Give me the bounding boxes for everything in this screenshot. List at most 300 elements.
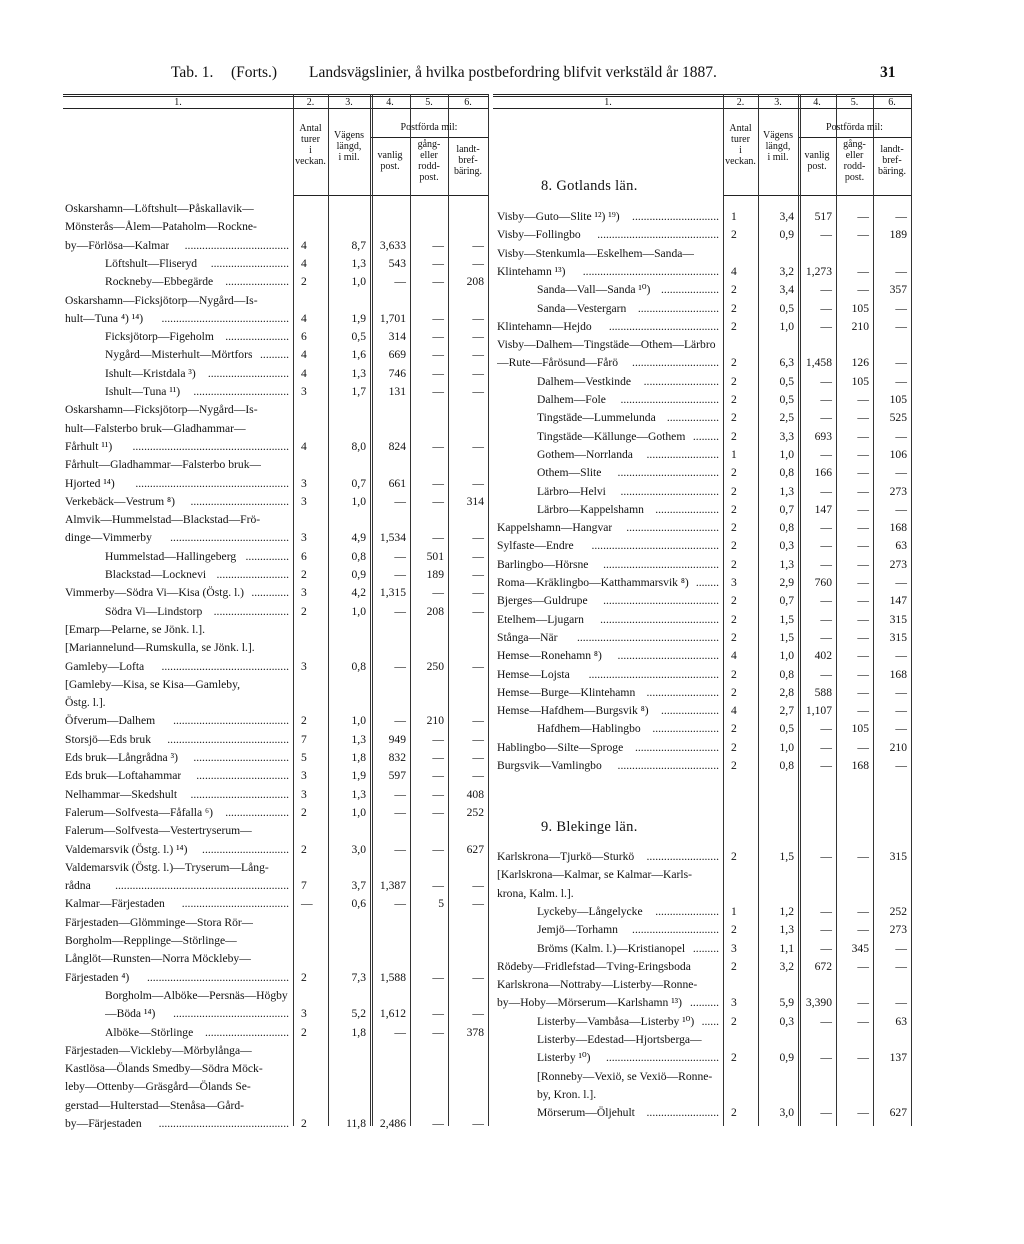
vanlig-post-value: 517 bbox=[814, 210, 832, 223]
table-row bbox=[0, 501, 1024, 519]
landtbref-value: 315 bbox=[889, 850, 907, 863]
landtbref-value: 105 bbox=[889, 393, 907, 406]
turer-value: 2 bbox=[731, 740, 737, 754]
vanlig-post-value: — bbox=[820, 447, 832, 461]
route-name: Kappelshamn—Hangvar bbox=[497, 521, 613, 535]
turer-value: 2 bbox=[731, 356, 737, 370]
column-number: 4. bbox=[813, 97, 821, 108]
gang-post-value: — bbox=[857, 667, 869, 681]
langd-value: 0,5 bbox=[779, 301, 794, 315]
route-name: Karlskrona—Tjurkö—Sturkö bbox=[497, 850, 635, 863]
route-name: Klintehamn ¹³) bbox=[497, 264, 566, 278]
route-name: Tingstäde—Källunge—Gothem bbox=[537, 429, 686, 443]
turer-value: 2 bbox=[731, 630, 737, 644]
gang-post-value: — bbox=[857, 576, 869, 589]
gang-post-value: 345 bbox=[851, 941, 869, 955]
dot-leader: ......... bbox=[692, 429, 719, 443]
gang-post-value: — bbox=[857, 484, 869, 498]
landtbref-value: — bbox=[472, 879, 484, 893]
gang-post-value: 5 bbox=[438, 897, 444, 911]
gang-post-value: — bbox=[432, 439, 444, 453]
header-postforda-mil: Postförda mil: bbox=[826, 122, 883, 133]
vanlig-post-value: — bbox=[394, 805, 406, 819]
route-name: Storsjö—Eds bruk bbox=[65, 732, 151, 746]
table-row bbox=[0, 822, 1024, 840]
column-number: 3. bbox=[774, 97, 782, 108]
dot-leader: ............................................................ bbox=[115, 879, 289, 893]
route-name: Rödeby—Fridlefstad—Tving-Eringsboda bbox=[497, 959, 691, 973]
gang-post-value: 210 bbox=[426, 714, 444, 728]
vanlig-post-value: — bbox=[820, 484, 832, 498]
turer-value: — bbox=[301, 897, 313, 911]
route-name: Burgsvik—Vamlingbo bbox=[497, 759, 602, 772]
gang-post-value: — bbox=[432, 494, 444, 508]
turer-value: 3 bbox=[301, 531, 307, 545]
dot-leader: .............................. bbox=[632, 210, 719, 223]
dot-leader: .......................................... bbox=[597, 228, 719, 242]
turer-value: 2 bbox=[731, 228, 737, 242]
table-row bbox=[0, 354, 1024, 372]
vanlig-post-value: — bbox=[820, 228, 832, 242]
vanlig-post-value: 2,486 bbox=[379, 1117, 406, 1130]
dot-leader: .................................... bbox=[184, 238, 289, 252]
vanlig-post-value: — bbox=[820, 630, 832, 644]
gang-post-value: — bbox=[432, 586, 444, 600]
vanlig-post-value: — bbox=[820, 667, 832, 681]
route-name: Dalhem—Vestkinde bbox=[537, 374, 632, 388]
vanlig-post-value: — bbox=[820, 941, 832, 955]
turer-value: 3 bbox=[301, 769, 307, 783]
route-name: Lyckeby—Långelycke bbox=[537, 904, 643, 918]
turer-value: 6 bbox=[301, 330, 307, 344]
table-row bbox=[0, 281, 1024, 299]
landtbref-value: — bbox=[895, 264, 907, 278]
dot-leader: ......................................... bbox=[600, 612, 719, 626]
landtbref-value: — bbox=[472, 897, 484, 911]
gang-post-value: — bbox=[857, 539, 869, 553]
landtbref-value: 106 bbox=[889, 447, 907, 461]
vanlig-post-value: 824 bbox=[388, 439, 406, 453]
langd-value: 0,8 bbox=[779, 521, 794, 535]
langd-value: 1,8 bbox=[351, 751, 366, 764]
route-name: Valdemarsvik (Östg. l.)—Tryserum—Lång- bbox=[65, 860, 269, 874]
vanlig-post-value: 746 bbox=[388, 366, 406, 380]
column-number: 5. bbox=[850, 97, 859, 108]
landtbref-value: — bbox=[895, 959, 907, 973]
route-name: Hemse—Lojsta bbox=[497, 667, 570, 681]
langd-value: 0,8 bbox=[779, 759, 794, 772]
langd-value: 1,9 bbox=[351, 769, 366, 783]
vanlig-post-value: — bbox=[820, 319, 832, 333]
dot-leader: .......................... bbox=[643, 374, 719, 388]
landtbref-value: — bbox=[895, 685, 907, 699]
route-name: Listerby ¹⁰) bbox=[537, 1051, 591, 1065]
langd-value: 5,9 bbox=[779, 996, 794, 1010]
gang-post-value: 501 bbox=[426, 549, 444, 563]
landtbref-value: — bbox=[472, 238, 484, 252]
turer-value: 2 bbox=[301, 805, 307, 819]
vanlig-post-value: 1,588 bbox=[379, 970, 406, 984]
route-name: Gamleby—Lofta bbox=[65, 659, 145, 673]
gang-post-value: 168 bbox=[851, 759, 869, 772]
dot-leader: ............................ bbox=[207, 366, 289, 380]
vanlig-post-value: 402 bbox=[814, 649, 832, 663]
continued-label: (Forts.) bbox=[231, 64, 278, 81]
gang-post-value: — bbox=[857, 904, 869, 918]
dot-leader: ............................ bbox=[637, 301, 719, 315]
route-name: Sanda—Vall—Sanda ¹⁰) bbox=[537, 283, 651, 297]
route-name: Bröms (Kalm. l.)—Kristianopel bbox=[537, 941, 686, 955]
route-name: Ishult—Tuna ¹¹) bbox=[105, 385, 181, 398]
route-name: Jemjö—Torhamn bbox=[537, 923, 618, 937]
turer-value: 2 bbox=[731, 502, 737, 516]
gang-post-value: — bbox=[857, 996, 869, 1010]
gang-post-value: — bbox=[432, 1025, 444, 1039]
route-name: Vimmerby—Södra Vi—Kisa (Östg. l.) bbox=[65, 586, 245, 600]
turer-value: 2 bbox=[731, 667, 737, 681]
vanlig-post-value: 693 bbox=[814, 429, 832, 443]
langd-value: 6,3 bbox=[779, 356, 794, 370]
langd-value: 7,3 bbox=[351, 970, 366, 984]
route-name: Färjestaden—Vickleby—Mörbylånga— bbox=[65, 1043, 252, 1057]
table-number: Tab. 1. bbox=[171, 64, 214, 81]
route-name: Borgholm—Repplinge—Störlinge— bbox=[65, 934, 237, 947]
langd-value: 3,3 bbox=[779, 429, 794, 443]
landtbref-value: 147 bbox=[889, 594, 907, 608]
gang-post-value: — bbox=[857, 429, 869, 443]
dot-leader: ...................... bbox=[655, 904, 719, 918]
gang-post-value: — bbox=[857, 393, 869, 406]
route-name: Falerum—Solfvesta—Vestertryserum— bbox=[65, 824, 252, 838]
landtbref-value: — bbox=[472, 439, 484, 453]
vanlig-post-value: — bbox=[820, 393, 832, 406]
dot-leader: ...................................... bbox=[608, 319, 719, 333]
turer-value: 3 bbox=[301, 494, 307, 508]
vanlig-post-value: — bbox=[820, 740, 832, 754]
gang-post-value: — bbox=[432, 238, 444, 252]
route-name: Färjestaden—Glömminge—Stora Rör— bbox=[65, 915, 254, 929]
turer-value: 7 bbox=[301, 879, 307, 893]
vanlig-post-value: 661 bbox=[388, 476, 406, 490]
vanlig-post-value: 1,534 bbox=[379, 531, 406, 545]
turer-value: 6 bbox=[301, 549, 307, 563]
landtbref-value: — bbox=[895, 941, 907, 955]
dot-leader: ...................... bbox=[655, 502, 719, 516]
turer-value: 3 bbox=[731, 941, 737, 955]
route-name: Oskarshamn—Ficksjötorp—Nygård—Is- bbox=[65, 403, 258, 417]
langd-value: 0,7 bbox=[351, 476, 366, 490]
landtbref-value: — bbox=[895, 356, 907, 370]
dot-leader: ................................................. bbox=[146, 970, 289, 984]
gang-post-value: — bbox=[432, 476, 444, 490]
langd-value: 3,4 bbox=[779, 283, 794, 297]
gang-post-value: — bbox=[857, 1014, 869, 1028]
route-name: Färjestaden ⁴) bbox=[65, 970, 130, 984]
landtbref-value: 627 bbox=[889, 1106, 907, 1120]
landtbref-value: — bbox=[472, 476, 484, 490]
langd-value: 1,0 bbox=[351, 714, 366, 728]
table-row bbox=[0, 483, 1024, 501]
dot-leader: .................. bbox=[666, 411, 719, 425]
landtbref-value: — bbox=[472, 568, 484, 581]
turer-value: 4 bbox=[301, 256, 307, 270]
header-bottom-rule bbox=[293, 195, 488, 196]
landtbref-value: — bbox=[472, 659, 484, 673]
table-row bbox=[0, 940, 1024, 958]
dot-leader: ........................................ bbox=[603, 594, 719, 608]
turer-value: 2 bbox=[731, 959, 737, 973]
route-name: Hummelstad—Hallingeberg bbox=[105, 549, 237, 563]
gang-post-value: 126 bbox=[851, 356, 869, 370]
landtbref-value: — bbox=[895, 301, 907, 315]
langd-value: 1,0 bbox=[779, 649, 794, 663]
landtbref-value: 168 bbox=[889, 521, 907, 535]
column-number: 2. bbox=[306, 97, 315, 108]
dot-leader: .......... bbox=[260, 348, 289, 362]
langd-value: 1,6 bbox=[351, 348, 366, 362]
turer-value: 2 bbox=[731, 429, 737, 443]
vanlig-post-value: — bbox=[820, 1106, 832, 1120]
langd-value: 1,2 bbox=[779, 904, 794, 918]
dot-leader: ................................. bbox=[193, 751, 289, 764]
route-name: Klintehamn—Hejdo bbox=[497, 319, 592, 333]
section-heading-blekinge: 9. Blekinge län. bbox=[541, 819, 638, 835]
landtbref-value: — bbox=[472, 330, 484, 344]
langd-value: 3,0 bbox=[351, 842, 366, 856]
route-name: Kalmar—Färjestaden bbox=[65, 897, 165, 911]
vanlig-post-value: — bbox=[820, 283, 832, 297]
header-landtbrefbaring: landt- bref- bäring. bbox=[453, 144, 483, 177]
gang-post-value: — bbox=[857, 959, 869, 973]
langd-value: 1,3 bbox=[779, 923, 794, 937]
langd-value: 2,7 bbox=[779, 704, 794, 718]
langd-value: 1,5 bbox=[779, 850, 794, 863]
langd-value: 0,9 bbox=[779, 228, 794, 242]
turer-value: 4 bbox=[731, 264, 737, 278]
header-postforda-mil: Postförda mil: bbox=[400, 122, 458, 133]
vanlig-post-value: — bbox=[820, 850, 832, 863]
gang-post-value: — bbox=[432, 787, 444, 801]
gang-post-value: 208 bbox=[426, 604, 444, 618]
vanlig-post-value: — bbox=[820, 1014, 832, 1028]
gang-post-value: — bbox=[432, 751, 444, 764]
landtbref-value: — bbox=[472, 604, 484, 618]
route-name: Karlskrona—Nottraby—Listerby—Ronne- bbox=[497, 978, 698, 992]
langd-value: 0,7 bbox=[779, 594, 794, 608]
dot-leader: .................................. bbox=[190, 787, 289, 801]
langd-value: 3,4 bbox=[779, 210, 794, 223]
langd-value: 3,2 bbox=[779, 959, 794, 973]
langd-value: 0,9 bbox=[351, 568, 366, 581]
landtbref-value: 252 bbox=[466, 805, 484, 819]
turer-value: 2 bbox=[731, 850, 737, 863]
vanlig-post-value: — bbox=[820, 557, 832, 571]
route-name: Nygård—Misterhult—Mörtfors bbox=[105, 348, 253, 362]
vanlig-post-value: — bbox=[820, 301, 832, 315]
route-name: Visby—Dalhem—Tingstäde—Othem—Lärbro bbox=[497, 338, 716, 352]
turer-value: 2 bbox=[301, 714, 307, 728]
landtbref-value: — bbox=[895, 319, 907, 333]
gang-post-value: — bbox=[432, 330, 444, 344]
landtbref-value: — bbox=[895, 502, 907, 516]
landtbref-value: 525 bbox=[889, 411, 907, 425]
landtbref-value: 314 bbox=[466, 494, 484, 508]
vanlig-post-value: — bbox=[820, 612, 832, 626]
landtbref-value: — bbox=[472, 385, 484, 398]
table-row bbox=[0, 885, 1024, 903]
turer-value: 2 bbox=[301, 1025, 307, 1039]
landtbref-value: — bbox=[895, 704, 907, 718]
route-name: Falerum—Solfvesta—Fåfalla ⁶) bbox=[65, 805, 213, 819]
header-landtbrefbaring: landt- bref- bäring. bbox=[877, 144, 907, 177]
dot-leader: ...................... bbox=[225, 330, 289, 344]
turer-value: 2 bbox=[731, 923, 737, 937]
gang-post-value: — bbox=[857, 685, 869, 699]
gang-post-value: 210 bbox=[851, 319, 869, 333]
landtbref-value: 252 bbox=[889, 904, 907, 918]
landtbref-value: — bbox=[472, 732, 484, 746]
dot-leader: ................................................. bbox=[576, 630, 719, 644]
table-row bbox=[0, 866, 1024, 884]
dot-leader: ..................................... bbox=[181, 897, 289, 911]
route-name: Listerby—Edestad—Hjortsberga— bbox=[537, 1033, 702, 1046]
table-row bbox=[0, 958, 1024, 976]
dot-leader: ............................................. bbox=[158, 1117, 289, 1130]
langd-value: 1,3 bbox=[779, 484, 794, 498]
turer-value: 1 bbox=[731, 210, 737, 223]
route-name: Fårhult ¹¹) bbox=[65, 439, 113, 453]
table-row bbox=[0, 318, 1024, 336]
route-name: Rockneby—Ebbegärde bbox=[105, 275, 214, 289]
dot-leader: .................................. bbox=[190, 494, 289, 508]
column-number-rule bbox=[63, 108, 488, 109]
table-row bbox=[0, 804, 1024, 822]
table-row bbox=[0, 1086, 1024, 1104]
table-row bbox=[0, 263, 1024, 281]
header-vanlig-post: vanlig post. bbox=[804, 150, 830, 172]
dot-leader: ....................................... bbox=[605, 1051, 719, 1065]
dot-leader: ........................... bbox=[210, 256, 289, 270]
langd-value: 3,2 bbox=[779, 264, 794, 278]
gang-post-value: — bbox=[432, 970, 444, 984]
landtbref-value: 168 bbox=[889, 667, 907, 681]
turer-value: 2 bbox=[731, 722, 737, 736]
dot-leader: ........................................ bbox=[603, 557, 719, 571]
landtbref-value: 273 bbox=[889, 923, 907, 937]
table-row bbox=[0, 1031, 1024, 1049]
dot-leader: ................................... bbox=[617, 466, 719, 480]
dot-leader: .................................. bbox=[620, 393, 719, 406]
turer-value: 2 bbox=[731, 374, 737, 388]
table-row bbox=[0, 208, 1024, 226]
turer-value: 2 bbox=[731, 411, 737, 425]
turer-value: 1 bbox=[731, 904, 737, 918]
route-name: Listerby—Vambåsa—Listerby ¹⁰) bbox=[537, 1014, 695, 1028]
table-row bbox=[0, 592, 1024, 610]
header-sub-rule bbox=[370, 137, 488, 138]
turer-value: 4 bbox=[301, 348, 307, 362]
gang-post-value: 105 bbox=[851, 722, 869, 736]
gang-post-value: — bbox=[857, 411, 869, 425]
vanlig-post-value: — bbox=[394, 604, 406, 618]
vanlig-post-value: — bbox=[820, 374, 832, 388]
langd-value: 8,7 bbox=[351, 238, 366, 252]
table-row bbox=[0, 519, 1024, 537]
route-name: Sanda—Vestergarn bbox=[537, 301, 627, 315]
gang-post-value: — bbox=[432, 311, 444, 325]
vanlig-post-value: 672 bbox=[814, 959, 832, 973]
dot-leader: ........................................ bbox=[173, 1007, 289, 1021]
column-number-rule bbox=[493, 108, 911, 109]
table-row bbox=[0, 647, 1024, 665]
turer-value: 4 bbox=[301, 439, 307, 453]
gang-post-value: — bbox=[857, 210, 869, 223]
turer-value: 3 bbox=[301, 385, 307, 398]
langd-value: 11,8 bbox=[346, 1117, 366, 1130]
landtbref-value: 378 bbox=[466, 1025, 484, 1039]
vanlig-post-value: — bbox=[394, 659, 406, 673]
route-name: Hemse—Burge—Klintehamn bbox=[497, 685, 636, 699]
turer-value: 4 bbox=[731, 649, 737, 663]
table-row bbox=[0, 976, 1024, 994]
route-name: gerstad—Hulterstad—Stenåsa—Gård- bbox=[65, 1098, 245, 1112]
table-row bbox=[0, 409, 1024, 427]
vanlig-post-value: — bbox=[394, 787, 406, 801]
dot-leader: ............................................ bbox=[591, 539, 719, 553]
turer-value: 3 bbox=[301, 659, 307, 673]
table-top-rule bbox=[493, 94, 911, 95]
langd-value: 1,5 bbox=[779, 630, 794, 644]
table-row bbox=[0, 786, 1024, 804]
route-name: Dalhem—Fole bbox=[537, 393, 606, 406]
route-name: Verkebäck—Vestrum ⁸) bbox=[65, 494, 175, 508]
landtbref-value: 357 bbox=[889, 283, 907, 297]
table-row bbox=[0, 611, 1024, 629]
langd-value: 1,0 bbox=[351, 494, 366, 508]
turer-value: 2 bbox=[731, 319, 737, 333]
dot-leader: .......... bbox=[690, 996, 719, 1010]
gang-post-value: — bbox=[857, 283, 869, 297]
langd-value: 0,5 bbox=[351, 330, 366, 344]
vanlig-post-value: 1,315 bbox=[379, 586, 406, 600]
landtbref-value: — bbox=[472, 970, 484, 984]
route-name: by, Kron. l.]. bbox=[537, 1087, 597, 1101]
vanlig-post-value: 1,107 bbox=[805, 704, 832, 718]
dot-leader: ............................................ bbox=[161, 311, 289, 325]
dot-leader: .......................... bbox=[213, 604, 289, 618]
vanlig-post-value: 131 bbox=[388, 385, 406, 398]
dot-leader: ......................... bbox=[646, 447, 719, 461]
vanlig-post-value: 1,612 bbox=[379, 1007, 406, 1021]
dot-leader: ............................. bbox=[204, 1025, 289, 1039]
route-name: by—Färjestaden bbox=[65, 1117, 142, 1130]
langd-value: 0,8 bbox=[779, 667, 794, 681]
langd-value: 2,5 bbox=[779, 411, 794, 425]
langd-value: 0,5 bbox=[779, 722, 794, 736]
route-name: dinge—Vimmerby bbox=[65, 531, 152, 545]
langd-value: 1,3 bbox=[779, 557, 794, 571]
column-number: 2. bbox=[736, 97, 745, 108]
gang-post-value: — bbox=[432, 805, 444, 819]
route-name: hult—Falsterbo bruk—Gladhammar— bbox=[65, 421, 246, 435]
vanlig-post-value: 3,390 bbox=[805, 996, 832, 1010]
header-vagens-langd: Vägens längd, i mil. bbox=[763, 130, 793, 163]
langd-value: 1,8 bbox=[351, 1025, 366, 1039]
landtbref-value: — bbox=[895, 759, 907, 772]
vanlig-post-value: — bbox=[820, 539, 832, 553]
landtbref-value: 315 bbox=[889, 612, 907, 626]
route-name: Lärbro—Kappelshamn bbox=[537, 502, 644, 516]
